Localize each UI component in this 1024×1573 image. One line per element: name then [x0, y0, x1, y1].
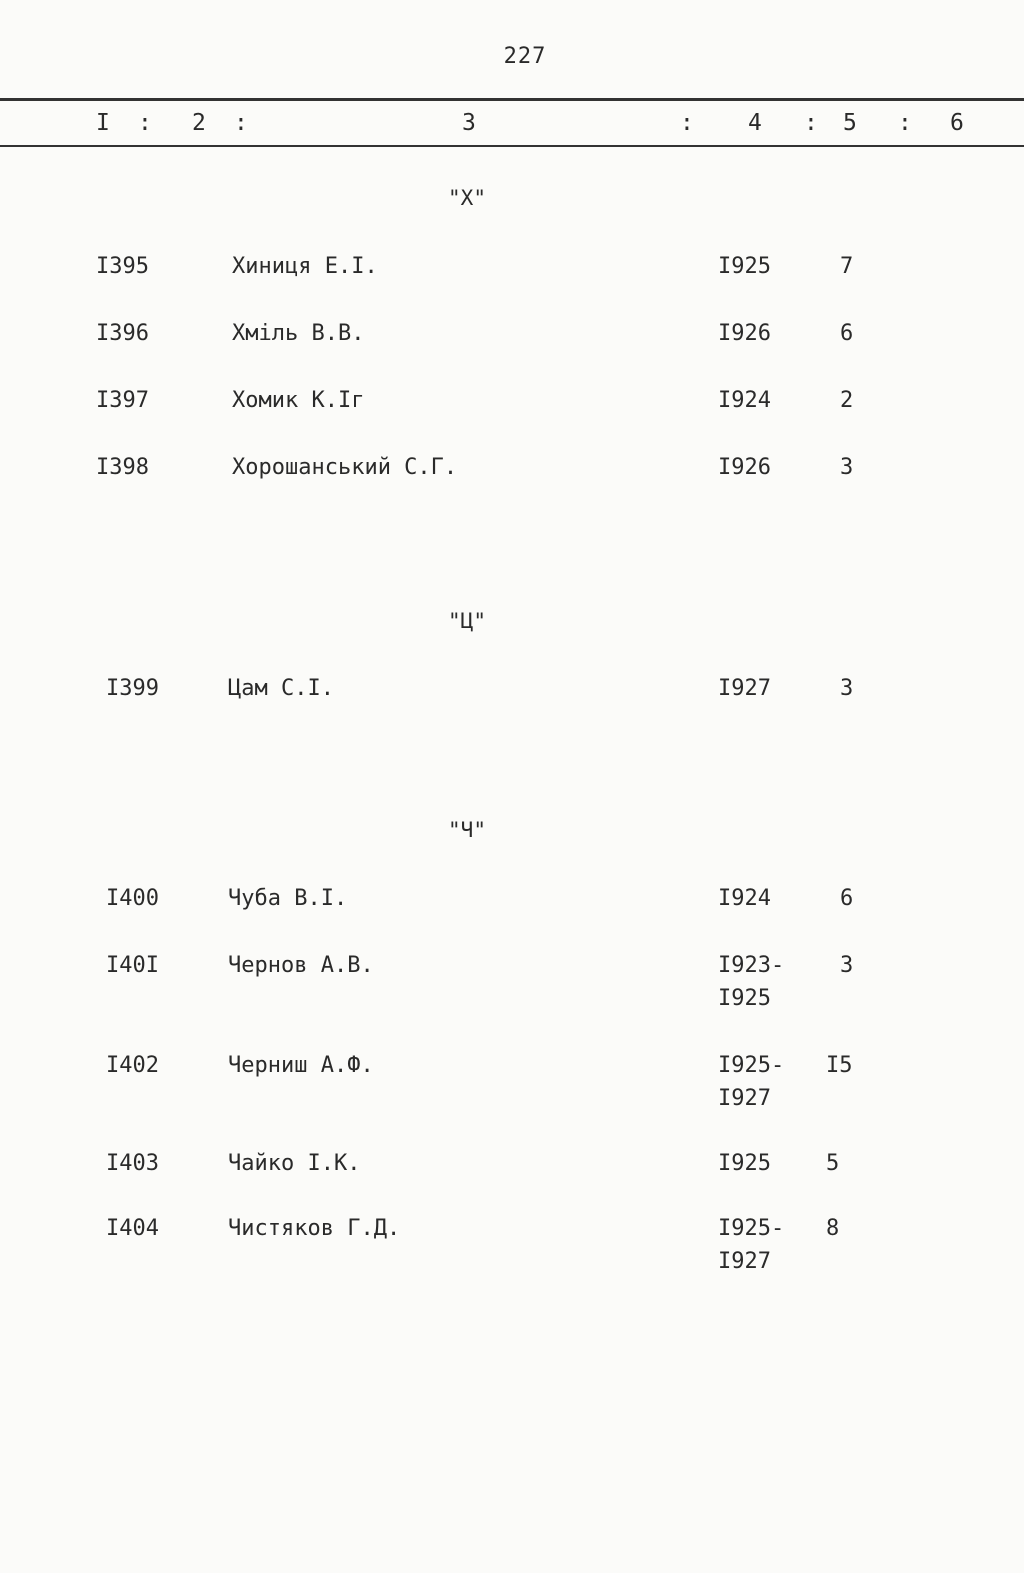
sheet-count: 6 — [840, 886, 854, 911]
sheet-count: 3 — [840, 455, 854, 480]
person-name: Чайко І.К. — [228, 1151, 361, 1176]
person-name: Хорошанський С.Г. — [232, 455, 458, 480]
record-number: I400 — [106, 886, 159, 911]
sheet-count: 6 — [840, 321, 854, 346]
year-end: I925 — [718, 986, 771, 1011]
year: I926 — [718, 455, 771, 480]
column-separator: : — [804, 110, 818, 136]
record-number: I40I — [106, 953, 159, 978]
person-name: Чернов А.В. — [228, 953, 374, 978]
record-number: I403 — [106, 1151, 159, 1176]
year-start: I925- — [718, 1053, 785, 1078]
section-letter-kh: "Х" — [448, 186, 486, 210]
sheet-count: 3 — [840, 676, 854, 701]
person-name: Черниш А.Ф. — [228, 1053, 374, 1078]
page-number: 227 — [503, 44, 547, 69]
section-letter-ch: "Ч" — [448, 818, 486, 842]
sheet-count: 7 — [840, 254, 854, 279]
sheet-count: 2 — [840, 388, 854, 413]
person-name: Чистяков Г.Д. — [228, 1216, 401, 1241]
column-header-2: 2 — [192, 110, 206, 136]
record-number: I396 — [96, 321, 149, 346]
column-header-4: 4 — [748, 110, 762, 136]
person-name: Хиниця Е.І. — [232, 254, 378, 279]
sheet-count: I5 — [826, 1053, 853, 1078]
column-header-5: 5 — [843, 110, 857, 136]
year: I927 — [718, 676, 771, 701]
column-separator: : — [680, 110, 694, 136]
record-number: I395 — [96, 254, 149, 279]
sheet-count: 3 — [840, 953, 854, 978]
section-letter-ts: "Ц" — [448, 609, 486, 633]
header-top-rule — [0, 98, 1024, 101]
year: I925 — [718, 254, 771, 279]
sheet-count: 5 — [826, 1151, 840, 1176]
header-bottom-rule — [0, 145, 1024, 147]
record-number: I404 — [106, 1216, 159, 1241]
person-name: Чуба В.І. — [228, 886, 348, 911]
column-separator: : — [898, 110, 912, 136]
year: I924 — [718, 388, 771, 413]
year-end: I927 — [718, 1086, 771, 1111]
person-name: Хомик К.Іг — [232, 388, 365, 413]
person-name: Хміль В.В. — [232, 321, 365, 346]
column-header-3: 3 — [462, 110, 476, 136]
record-number: I402 — [106, 1053, 159, 1078]
year-end: I927 — [718, 1249, 771, 1274]
year-start: I925- — [718, 1216, 785, 1241]
year: I925 — [718, 1151, 771, 1176]
sheet-count: 8 — [826, 1216, 840, 1241]
year-start: I923- — [718, 953, 785, 978]
column-separator: : — [234, 110, 248, 136]
record-number: I397 — [96, 388, 149, 413]
column-header-1: I — [96, 110, 110, 136]
record-number: I398 — [96, 455, 149, 480]
person-name: Цам С.І. — [228, 676, 334, 701]
year: I926 — [718, 321, 771, 346]
record-number: I399 — [106, 676, 159, 701]
year: I924 — [718, 886, 771, 911]
column-separator: : — [138, 110, 152, 136]
column-header-6: 6 — [950, 110, 964, 136]
